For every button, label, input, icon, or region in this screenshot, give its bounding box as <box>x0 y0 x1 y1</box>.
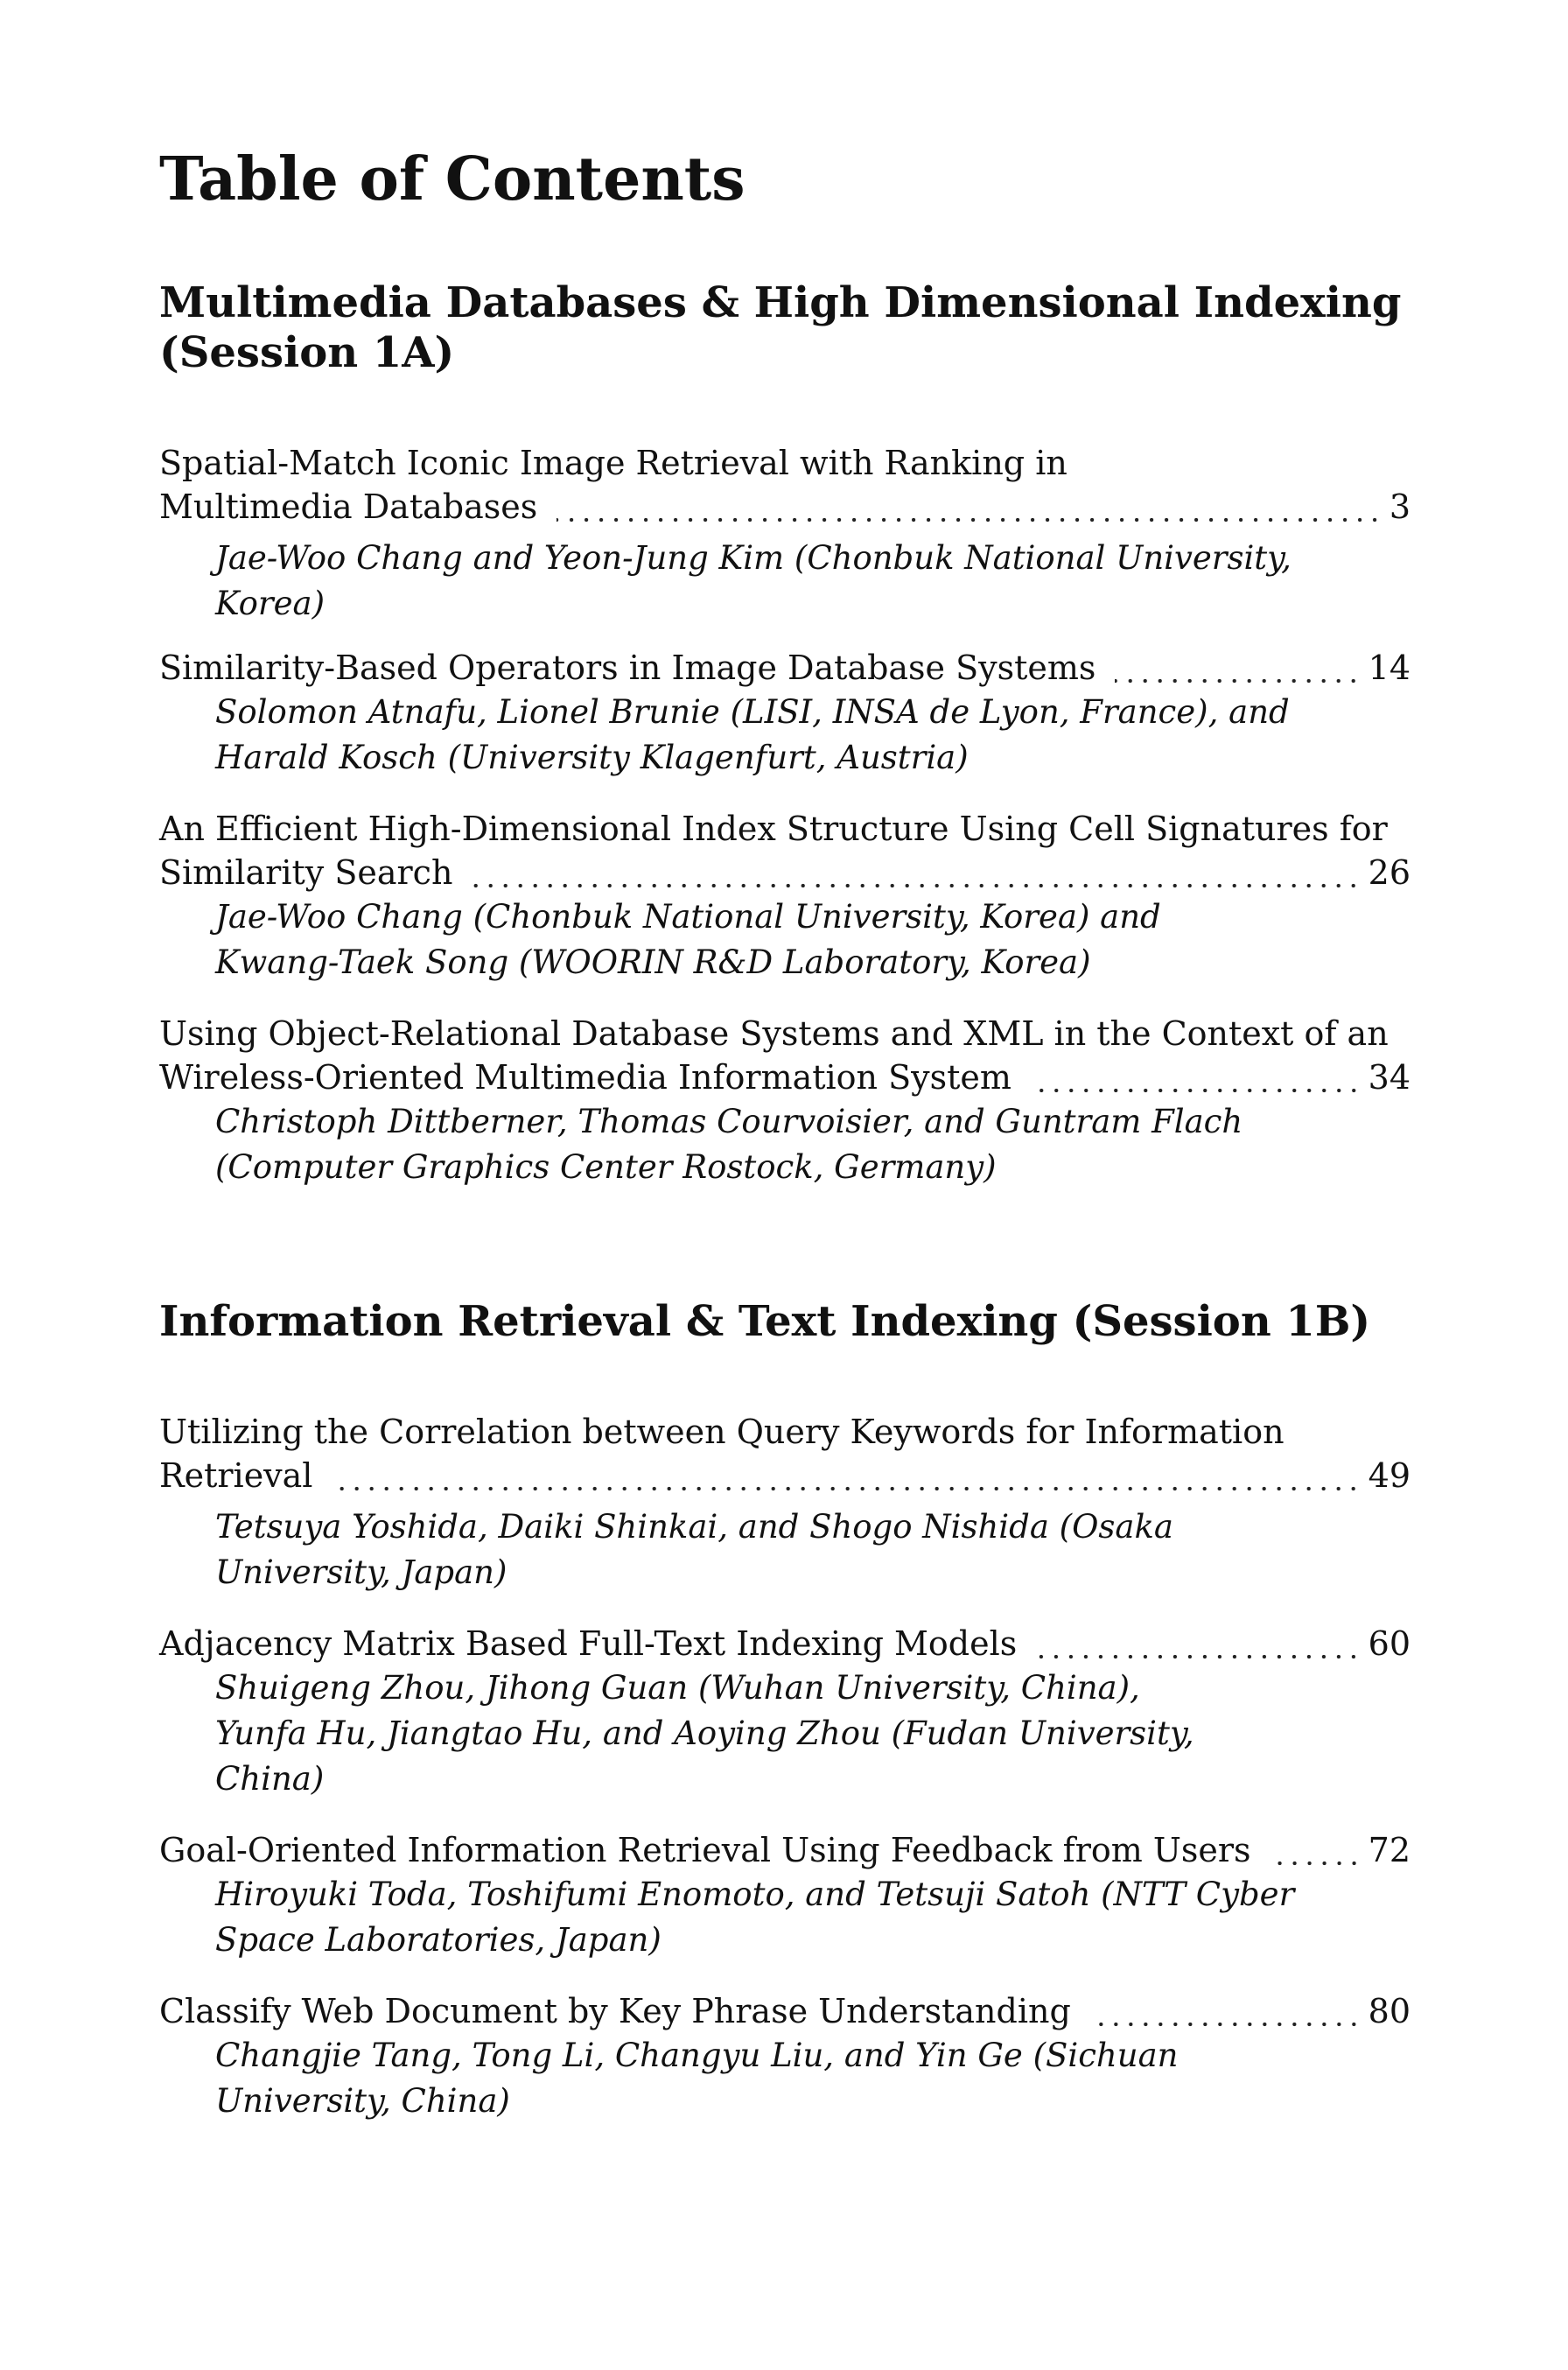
page-number: 14 <box>1368 649 1410 687</box>
dot-leader <box>472 851 1361 894</box>
dot-leader <box>1036 1622 1361 1665</box>
author-line: Shuigeng Zhou, Jihong Guan (Wuhan University, China), <box>215 1669 1140 1707</box>
dot-leader <box>332 1454 1361 1497</box>
entry-authors <box>215 690 1353 781</box>
author-line: Kwang-Taek Song (WOORIN R&D Laboratory, Korea) <box>215 943 1091 981</box>
author-line: University, Japan) <box>215 1553 508 1591</box>
entry-title-last-line <box>159 646 1410 690</box>
author-line: Christoph Dittberner, Thomas Courvoisier, and Guntram Flach <box>215 1103 1243 1140</box>
session-title-line: Multimedia Databases & High Dimensional Indexing <box>159 278 1402 327</box>
entry-authors <box>215 1099 1353 1190</box>
page-number: 34 <box>1368 1058 1410 1097</box>
dot-leader <box>556 485 1382 529</box>
session-title <box>159 278 1410 378</box>
toc-entry[interactable] <box>159 1012 1410 1190</box>
entry-authors <box>215 1665 1353 1802</box>
dot-leader <box>1270 1828 1362 1872</box>
author-line: (Computer Graphics Center Rostock, Germany) <box>215 1148 997 1186</box>
author-line: Korea) <box>215 585 326 622</box>
session-title <box>159 1297 1410 1347</box>
entry-title-last-line <box>159 1989 1410 2033</box>
entry-title-line: Goal-Oriented Information Retrieval Using Feedback from Users <box>159 1831 1251 1869</box>
toc-entry[interactable] <box>159 646 1410 781</box>
dot-leader <box>1031 1055 1362 1099</box>
toc-entry[interactable] <box>159 1410 1410 1595</box>
dot-leader <box>1090 1989 1362 2033</box>
entry-authors <box>215 1872 1353 1963</box>
session-title-line: Information Retrieval & Text Indexing (Session 1B) <box>159 1297 1371 1346</box>
author-line: Hiroyuki Toda, Toshifumi Enomoto, and Tetsuji Satoh (NTT Cyber <box>215 1876 1295 1913</box>
entry-title-last-line <box>159 485 1410 529</box>
page-number: 72 <box>1368 1831 1410 1869</box>
session-1b <box>159 1297 1410 2124</box>
entry-authors <box>215 536 1353 627</box>
page-title: Table of Contents <box>159 144 746 214</box>
entry-title-line: Retrieval <box>159 1456 313 1495</box>
page-number: 80 <box>1368 1992 1410 2030</box>
session-1a <box>159 278 1410 1190</box>
page-number: 49 <box>1368 1456 1410 1495</box>
author-line: Jae-Woo Chang and Yeon-Jung Kim (Chonbuk National University, <box>215 539 1292 577</box>
author-line: University, China) <box>215 2082 510 2120</box>
entry-title-line: Utilizing the Correlation between Query Keywords for Information <box>159 1413 1284 1451</box>
toc-entry[interactable] <box>159 1828 1410 1963</box>
author-line: Solomon Atnafu, Lionel Brunie (LISI, INSA de Lyon, France), and <box>215 693 1290 731</box>
entry-title-line: Multimedia Databases <box>159 487 538 526</box>
entry-title-last-line <box>159 1055 1410 1099</box>
author-line: Jae-Woo Chang (Chonbuk National University, Korea) and <box>215 898 1161 936</box>
entry-title-line: Classify Web Document by Key Phrase Understanding <box>159 1992 1071 2030</box>
entry-title-last-line <box>159 1454 1410 1497</box>
page-number: 3 <box>1389 487 1410 526</box>
toc-entry[interactable] <box>159 807 1410 985</box>
entry-authors <box>215 1504 1353 1595</box>
entry-title-last-line <box>159 1828 1410 1872</box>
entry-authors <box>215 2033 1353 2124</box>
author-line: Tetsuya Yoshida, Daiki Shinkai, and Shogo Nishida (Osaka <box>215 1508 1173 1546</box>
page-number: 60 <box>1368 1624 1410 1663</box>
toc-entry[interactable] <box>159 1622 1410 1802</box>
entry-title-last-line <box>159 1622 1410 1665</box>
entry-title-line: Similarity Search <box>159 853 453 892</box>
entry-title-last-line <box>159 851 1410 894</box>
author-line: Harald Kosch (University Klagenfurt, Austria) <box>215 739 969 776</box>
entry-title-line: Using Object-Relational Database Systems and XML in the Context of an <box>159 1014 1389 1053</box>
toc-entry[interactable] <box>159 441 1410 627</box>
author-line: Yunfa Hu, Jiangtao Hu, and Aoying Zhou (Fudan University, <box>215 1714 1194 1752</box>
author-line: Changjie Tang, Tong Li, Changyu Liu, and Yin Ge (Sichuan <box>215 2037 1179 2074</box>
entry-title-line: Wireless-Oriented Multimedia Information System <box>159 1058 1012 1097</box>
entry-title-line: Adjacency Matrix Based Full-Text Indexing Models <box>159 1624 1018 1663</box>
author-line: China) <box>215 1760 325 1798</box>
entry-title-line: Spatial-Match Iconic Image Retrieval with Ranking in <box>159 444 1068 482</box>
toc-entry[interactable] <box>159 1989 1410 2124</box>
entry-title-line: An Efficient High-Dimensional Index Structure Using Cell Signatures for <box>159 810 1388 848</box>
dot-leader <box>1115 646 1361 690</box>
page-number: 26 <box>1368 853 1410 892</box>
session-title-line: (Session 1A) <box>159 328 455 377</box>
entry-authors <box>215 894 1353 985</box>
author-line: Space Laboratories, Japan) <box>215 1921 662 1959</box>
entry-title-line: Similarity-Based Operators in Image Database Systems <box>159 649 1096 687</box>
